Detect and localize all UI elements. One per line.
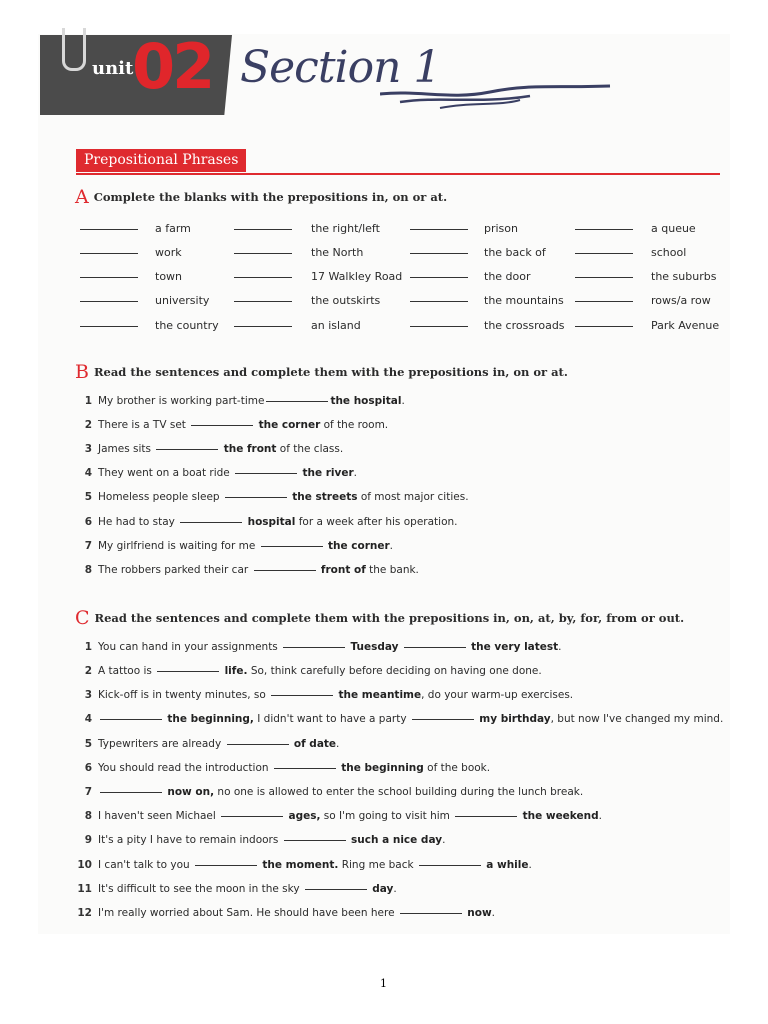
item-text: I can't talk to you	[98, 859, 190, 871]
item-number: 4	[84, 467, 92, 479]
item-text: You should read the introduction	[98, 762, 269, 774]
item-text: .	[598, 810, 602, 822]
item-number: 1	[84, 641, 92, 653]
item-phrase: now	[467, 907, 492, 919]
blank-line[interactable]	[157, 671, 219, 672]
item-text: no one is allowed to enter the school building during the lunch break.	[217, 786, 584, 798]
blank-line[interactable]	[410, 319, 468, 332]
blank-line[interactable]	[254, 570, 316, 571]
item-phrase: day	[372, 883, 394, 895]
section-title: Section 1	[240, 42, 441, 93]
blank-line[interactable]	[80, 270, 138, 283]
unit-number: 02	[132, 30, 213, 103]
phrase-cell: university	[155, 294, 210, 307]
blank-line[interactable]	[404, 647, 466, 648]
item-number: 6	[84, 516, 92, 528]
item-text: I haven't seen Michael	[98, 810, 216, 822]
blank-line[interactable]	[412, 719, 474, 720]
exercise-a-heading	[75, 186, 447, 208]
exercise-b-heading	[75, 361, 568, 383]
exercise-letter: A	[75, 186, 89, 208]
blank-line[interactable]	[261, 546, 323, 547]
list-item	[70, 515, 458, 529]
phrase-cell: an island	[311, 319, 361, 332]
item-phrase: the beginning	[341, 762, 424, 774]
exercise-letter: B	[75, 361, 89, 383]
item-number: 2	[84, 419, 92, 431]
list-item	[70, 490, 469, 504]
item-number: 2	[84, 665, 92, 677]
topic-rule	[76, 173, 720, 175]
paper-clip-icon	[62, 28, 86, 71]
phrase-cell: a queue	[651, 222, 696, 235]
list-item	[70, 809, 602, 823]
item-text: of the room.	[323, 419, 389, 431]
item-number: 8	[84, 810, 92, 822]
exercise-letter: C	[75, 607, 90, 629]
list-item	[70, 442, 343, 456]
blank-line[interactable]	[227, 744, 289, 745]
blank-line[interactable]	[80, 246, 138, 259]
item-text: .	[491, 907, 495, 919]
blank-line[interactable]	[575, 222, 633, 235]
scribble-underline-icon	[380, 82, 620, 112]
list-item	[70, 664, 542, 678]
item-text: Ring me back	[341, 859, 414, 871]
list-item	[70, 833, 445, 847]
phrase-cell: school	[651, 246, 687, 259]
blank-line[interactable]	[410, 270, 468, 283]
blank-line[interactable]	[419, 865, 481, 866]
topic-label: Prepositional Phrases	[76, 149, 246, 172]
phrase-cell: the door	[484, 270, 531, 283]
list-item	[70, 418, 388, 432]
list-item	[70, 394, 405, 408]
item-phrase: the corner	[327, 540, 390, 552]
item-text: There is a TV set	[98, 419, 186, 431]
item-phrase: ages,	[288, 810, 321, 822]
blank-line[interactable]	[575, 319, 633, 332]
item-text: James sits	[98, 443, 152, 455]
list-item	[70, 858, 532, 872]
blank-line[interactable]	[575, 270, 633, 283]
item-text: .	[353, 467, 357, 479]
item-text: A tattoo is	[98, 665, 152, 677]
item-number: 5	[84, 491, 92, 503]
item-phrase: the weekend	[522, 810, 599, 822]
item-phrase: the meantime	[338, 689, 422, 701]
phrase-cell: the North	[311, 246, 364, 259]
item-text: Typewriters are already	[98, 738, 222, 750]
item-text: for a week after his operation.	[298, 516, 458, 528]
item-text: You can hand in your assignments	[98, 641, 278, 653]
phrase-cell: the country	[155, 319, 219, 332]
blank-line[interactable]	[410, 222, 468, 235]
item-number: 11	[77, 883, 92, 895]
item-phrase: the hospital	[330, 395, 402, 407]
phrase-cell: Park Avenue	[651, 319, 720, 332]
blank-line[interactable]	[234, 222, 292, 235]
item-phrase: now on,	[167, 786, 215, 798]
item-text: I didn't want to have a party	[257, 713, 407, 725]
blank-line[interactable]	[455, 816, 517, 817]
phrase-cell: rows/a row	[651, 294, 711, 307]
item-phrase: Tuesday	[350, 641, 399, 653]
item-number: 8	[84, 564, 92, 576]
blank-line[interactable]	[271, 695, 333, 696]
blank-line[interactable]	[400, 913, 462, 914]
blank-line[interactable]	[575, 246, 633, 259]
item-number: 3	[84, 689, 92, 701]
blank-line[interactable]	[180, 522, 242, 523]
item-number: 6	[84, 762, 92, 774]
blank-line[interactable]	[225, 497, 287, 498]
item-text: I'm really worried about Sam. He should have been here	[98, 907, 395, 919]
blank-line[interactable]	[283, 647, 345, 648]
list-item	[70, 563, 419, 577]
item-phrase: front of	[320, 564, 366, 576]
phrase-cell: the suburbs	[651, 270, 717, 283]
item-phrase: the streets	[292, 491, 358, 503]
blank-line[interactable]	[575, 294, 633, 307]
item-number: 1	[84, 395, 92, 407]
item-text: The robbers parked their car	[98, 564, 249, 576]
item-text: Homeless people sleep	[98, 491, 220, 503]
list-item	[70, 785, 583, 799]
item-text: So, think carefully before deciding on having one done.	[250, 665, 542, 677]
item-text: , do your warm-up exercises.	[421, 689, 574, 701]
item-text: My girlfriend is waiting for me	[98, 540, 256, 552]
item-text: .	[401, 395, 405, 407]
item-text: .	[558, 641, 562, 653]
item-text: of most major cities.	[360, 491, 469, 503]
item-phrase: of date	[293, 738, 337, 750]
item-text: It's a pity I have to remain indoors	[98, 834, 279, 846]
phrase-cell: the right/left	[311, 222, 380, 235]
item-text: .	[393, 883, 397, 895]
exercise-c-heading	[75, 607, 684, 629]
item-phrase: the very latest	[471, 641, 559, 653]
item-phrase: the beginning,	[167, 713, 254, 725]
page-number: 1	[380, 977, 387, 990]
item-phrase: such a nice day	[351, 834, 443, 846]
phrase-cell: the crossroads	[484, 319, 565, 332]
item-text: Kick-off is in twenty minutes, so	[98, 689, 266, 701]
exercise-instruction: Read the sentences and complete them with the prepositions in, on or at.	[93, 365, 568, 379]
list-item	[70, 539, 393, 553]
blank-line[interactable]	[266, 401, 328, 402]
blank-line[interactable]	[80, 294, 138, 307]
blank-line[interactable]	[191, 425, 253, 426]
blank-line[interactable]	[80, 222, 138, 235]
blank-line[interactable]	[410, 246, 468, 259]
blank-line[interactable]	[221, 816, 283, 817]
phrase-cell: a farm	[155, 222, 191, 235]
item-number: 9	[84, 834, 92, 846]
blank-line[interactable]	[234, 270, 292, 283]
exercise-instruction: Complete the blanks with the prepositions in, on or at.	[93, 190, 448, 204]
item-text: .	[389, 540, 393, 552]
blank-line[interactable]	[195, 865, 257, 866]
item-phrase: my birthday	[479, 713, 551, 725]
phrase-cell: the mountains	[484, 294, 564, 307]
blank-line[interactable]	[100, 719, 162, 720]
item-text: My brother is working part-time	[98, 395, 265, 407]
item-number: 3	[84, 443, 92, 455]
item-text: .	[528, 859, 532, 871]
item-text: They went on a boat ride	[98, 467, 230, 479]
item-text: It's difficult to see the moon in the sky	[98, 883, 300, 895]
list-item	[70, 882, 397, 896]
blank-line[interactable]	[234, 246, 292, 259]
item-text: .	[336, 738, 340, 750]
blank-line[interactable]	[156, 449, 218, 450]
phrase-cell: town	[155, 270, 183, 283]
item-text: .	[442, 834, 446, 846]
list-item	[70, 640, 562, 654]
item-text: so I'm going to visit him	[323, 810, 450, 822]
item-number: 12	[77, 907, 92, 919]
item-phrase: life.	[224, 665, 248, 677]
item-text: , but now I've changed my mind.	[550, 713, 724, 725]
phrase-cell: work	[155, 246, 182, 259]
unit-label: unit	[92, 58, 134, 79]
phrase-cell: prison	[484, 222, 518, 235]
item-phrase: the front	[223, 443, 277, 455]
item-text: of the class.	[279, 443, 344, 455]
blank-line[interactable]	[235, 473, 297, 474]
list-item	[70, 712, 723, 726]
blank-line[interactable]	[234, 294, 292, 307]
list-item	[70, 906, 495, 920]
item-phrase: the river	[302, 467, 354, 479]
list-item	[70, 688, 573, 702]
blank-line[interactable]	[80, 319, 138, 332]
item-number: 4	[84, 713, 92, 725]
phrase-cell: the back of	[484, 246, 546, 259]
item-phrase: the moment.	[262, 859, 339, 871]
item-number: 5	[84, 738, 92, 750]
item-number: 10	[77, 859, 92, 871]
list-item	[70, 737, 339, 751]
item-phrase: hospital	[247, 516, 296, 528]
item-text: of the book.	[427, 762, 491, 774]
item-text: the bank.	[369, 564, 419, 576]
blank-line[interactable]	[305, 889, 367, 890]
exercise-instruction: Read the sentences and complete them with the prepositions in, on, at, by, for, from or out.	[94, 611, 685, 625]
blank-line[interactable]	[274, 768, 336, 769]
phrase-cell: 17 Walkley Road	[311, 270, 403, 283]
blank-line[interactable]	[284, 840, 346, 841]
item-number: 7	[84, 540, 92, 552]
item-text: He had to stay	[98, 516, 175, 528]
item-number: 7	[84, 786, 92, 798]
list-item	[70, 761, 490, 775]
list-item	[70, 466, 357, 480]
phrase-cell: the outskirts	[311, 294, 381, 307]
item-phrase: a while	[486, 859, 529, 871]
blank-line[interactable]	[100, 792, 162, 793]
item-phrase: the corner	[258, 419, 321, 431]
blank-line[interactable]	[410, 294, 468, 307]
blank-line[interactable]	[234, 319, 292, 332]
